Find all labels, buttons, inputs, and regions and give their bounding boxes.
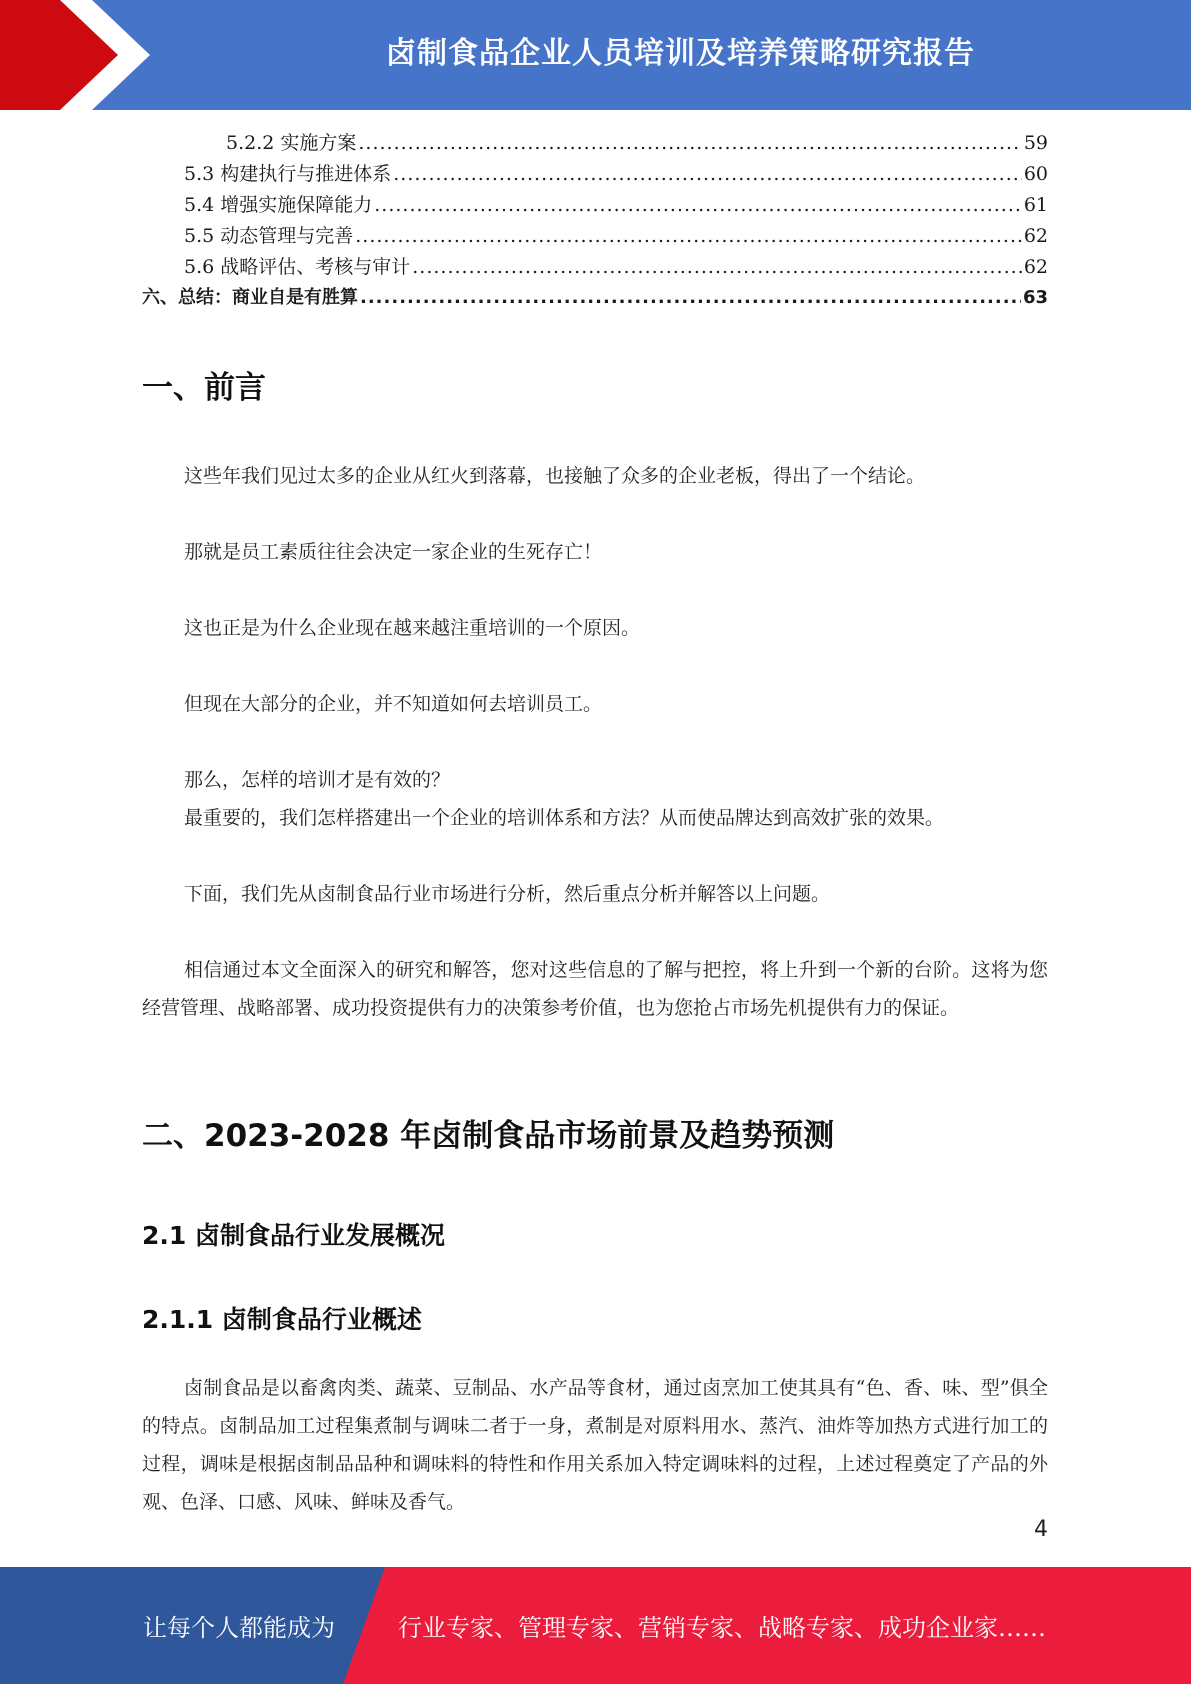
subsection-heading: 2.1.1 卤制食品行业概述 (142, 1305, 422, 1334)
toc-entry-label: 5.2.2 实施方案 (226, 132, 357, 154)
body-paragraph: 那就是员工素质往往会决定一家企业的生死存亡！ (184, 541, 603, 563)
table-of-contents (142, 128, 1048, 314)
body-paragraph: 那么，怎样的培训才是有效的？ (184, 769, 451, 791)
body-paragraph: 这些年我们见过太多的企业从红火到落幕，也接触了众多的企业老板，得出了一个结论。 (184, 465, 926, 487)
toc-leader-dots (355, 225, 1022, 247)
footer-slogan-left: 让每个人都能成为 (143, 1614, 335, 1642)
page-header (0, 0, 1191, 110)
header-chevron-decoration (0, 0, 160, 110)
toc-leader-dots (412, 256, 1022, 278)
body-paragraph: 但现在大部分的企业，并不知道如何去培训员工。 (184, 693, 603, 715)
toc-entry-label: 5.5 动态管理与完善 (184, 225, 354, 247)
toc-entry-page: 59 (1023, 132, 1048, 154)
subsection-heading: 2.1 卤制食品行业发展概况 (142, 1221, 445, 1250)
toc-leader-dots (393, 163, 1022, 185)
toc-entry-label: 5.4 增强实施保障能力 (184, 194, 373, 216)
footer-slogan-right: 行业专家、管理专家、营销专家、战略专家、成功企业家…… (398, 1614, 1046, 1642)
body-paragraph: 这也正是为什么企业现在越来越注重培训的一个原因。 (184, 617, 641, 639)
toc-entry[interactable] (142, 190, 1048, 221)
toc-entry[interactable] (142, 283, 1048, 314)
toc-entry[interactable] (142, 252, 1048, 283)
toc-entry-page: 63 (1022, 287, 1048, 308)
toc-leader-dots (358, 132, 1021, 154)
section-heading-preface: 一、前言 (142, 370, 266, 406)
toc-entry-label: 六、总结：商业自是有胜算 (142, 287, 358, 308)
section-heading-market-forecast: 二、2023-2028 年卤制食品市场前景及趋势预测 (142, 1118, 835, 1154)
body-paragraph: 最重要的，我们怎样搭建出一个企业的培训体系和方法？从而使品牌达到高效扩张的效果。 (184, 807, 945, 829)
toc-entry-label: 5.6 战略评估、考核与审计 (184, 256, 411, 278)
body-paragraph: 下面，我们先从卤制食品行业市场进行分析，然后重点分析并解答以上问题。 (184, 883, 831, 905)
body-paragraph: 相信通过本文全面深入的研究和解答，您对这些信息的了解与把控，将上升到一个新的台阶。这将为您经营管理、战略部署、成功投资提供有力的决策参考价值，也为您抢占市场先机提供有力的保证。 (142, 959, 1048, 1019)
report-title: 卤制食品企业人员培训及培养策略研究报告 (386, 36, 975, 71)
toc-leader-dots (360, 287, 1021, 308)
toc-entry-page: 61 (1023, 194, 1048, 216)
toc-entry-page: 60 (1023, 163, 1048, 185)
page-number: 4 (1034, 1517, 1048, 1542)
toc-entry-label: 5.3 构建执行与推进体系 (184, 163, 392, 185)
page-footer (0, 1567, 1191, 1684)
toc-entry-page: 62 (1023, 225, 1048, 247)
toc-leader-dots (374, 194, 1022, 216)
body-paragraph: 卤制食品是以畜禽肉类、蔬菜、豆制品、水产品等食材，通过卤烹加工使其具有“色、香、味、型”俱全的特点。卤制品加工过程集煮制与调味二者于一身，煮制是对原料用水、蒸汽、油炸等加热方式进行加工的过程，调味是根据卤制品品种和调味料的特性和作用关系加入特定调味料的过程，上述过程奠定了产品的外观、色泽、口感、风味、鲜味及香气。 (142, 1377, 1048, 1513)
toc-entry[interactable] (142, 128, 1048, 159)
toc-entry-page: 62 (1023, 256, 1048, 278)
toc-entry[interactable] (142, 159, 1048, 190)
toc-entry[interactable] (142, 221, 1048, 252)
